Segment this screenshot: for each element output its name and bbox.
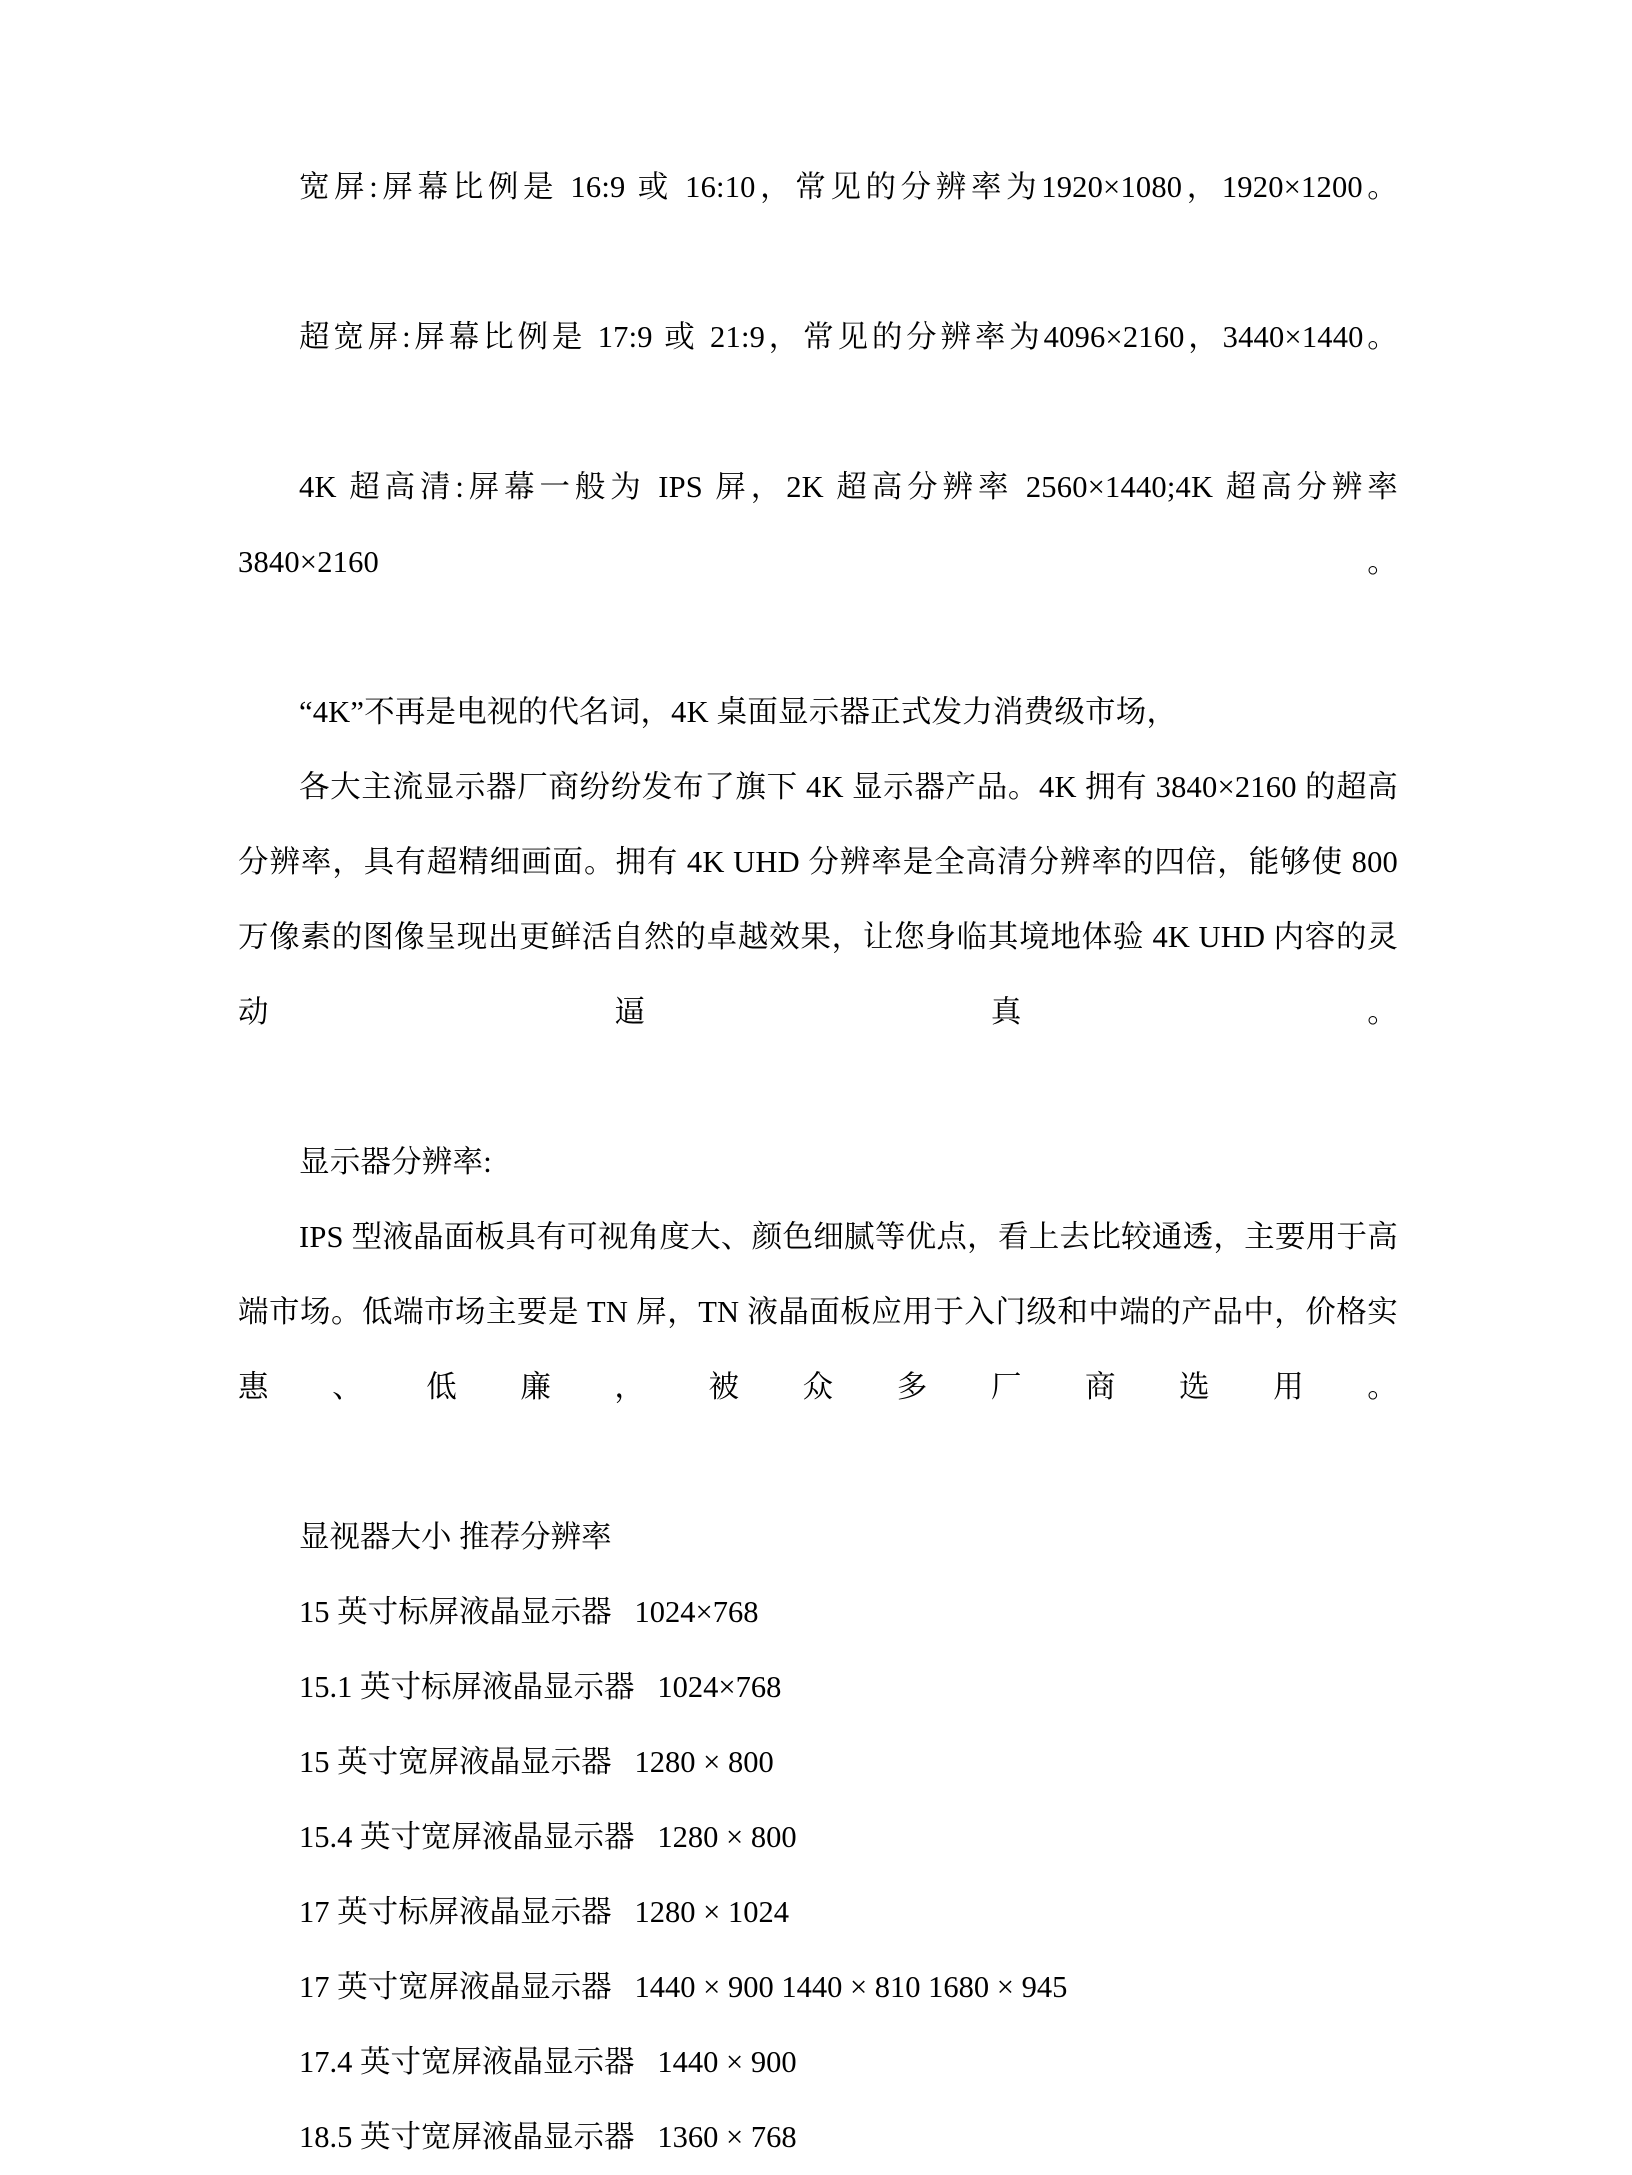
list-item-size: 18.5 英寸宽屏液晶显示器 <box>299 2120 635 2154</box>
list-item-size: 17 英寸宽屏液晶显示器 <box>299 1970 612 2004</box>
list-item <box>238 1950 1398 2025</box>
list-item-resolution: 1440 × 900 <box>657 2045 797 2079</box>
paragraph-4k-not-tv: “4K”不再是电视的代名词，4K 桌面显示器正式发力消费级市场， <box>299 695 1178 729</box>
list-item <box>238 1800 1398 1875</box>
paragraph-vendors: 各大主流显示器厂商纷纷发布了旗下 4K 显示器产品。4K 拥有 3840×2160 的超高分辨率，具有超精细画面。拥有 4K UHD 分辨率是全高清分辨率的四倍，能够使 800 万像素的图像呈现出更鲜活自然的卓越效果，让您身临其境地体验 4K UHD 内容的灵动逼真。 <box>238 770 1398 1029</box>
list-item-size: 17.4 英寸宽屏液晶显示器 <box>299 2045 635 2079</box>
list-item-size: 17 英寸标屏液晶显示器 <box>299 1895 612 1929</box>
list-item-resolution: 1280 × 1024 <box>634 1895 789 1929</box>
list-header: 显视器大小 推荐分辨率 <box>299 1520 612 1554</box>
paragraph-ips-tn: IPS 型液晶面板具有可视角度大、颜色细腻等优点，看上去比较通透，主要用于高端市场。低端市场主要是 TN 屏，TN 液晶面板应用于入门级和中端的产品中，价格实惠、低廉，被众多厂商选用。 <box>238 1220 1398 1404</box>
list-item-resolution: 1360 × 768 <box>657 2120 797 2154</box>
list-item-size: 15.4 英寸宽屏液晶显示器 <box>299 1820 635 1854</box>
list-item <box>238 1650 1398 1725</box>
list-item <box>238 1875 1398 1950</box>
list-item-resolution: 1280 × 800 <box>657 1820 797 1854</box>
monitor-resolution-list <box>238 1500 1398 2175</box>
list-item-size: 15.1 英寸标屏液晶显示器 <box>299 1670 635 1704</box>
list-item <box>238 1725 1398 1800</box>
list-item-resolution: 1024×768 <box>657 1670 782 1704</box>
paragraph-monitor-resolution-heading: 显示器分辨率: <box>299 1145 492 1179</box>
list-item-resolution: 1280 × 800 <box>634 1745 774 1779</box>
paragraph-widescreen: 宽屏:屏幕比例是 16:9 或 16:10，常见的分辨率为1920×1080，1920×1200。 <box>299 170 1398 204</box>
paragraph-ultrawide: 超宽屏:屏幕比例是 17:9 或 21:9，常见的分辨率为4096×2160，3440×1440。 <box>299 320 1398 354</box>
document-body <box>238 150 1398 2175</box>
list-item-resolution: 1440 × 900 1440 × 810 1680 × 945 <box>634 1970 1068 2004</box>
list-item-size: 15 英寸宽屏液晶显示器 <box>299 1745 612 1779</box>
paragraph-4k-uhd: 4K 超高清:屏幕一般为 IPS 屏，2K 超高分辨率 2560×1440;4K 超高分辨率 3840×2160。 <box>238 470 1398 579</box>
list-item <box>238 2025 1398 2100</box>
list-item <box>238 2100 1398 2175</box>
list-item <box>238 1575 1398 1650</box>
list-item-size: 15 英寸标屏液晶显示器 <box>299 1595 612 1629</box>
list-item-resolution: 1024×768 <box>634 1595 759 1629</box>
